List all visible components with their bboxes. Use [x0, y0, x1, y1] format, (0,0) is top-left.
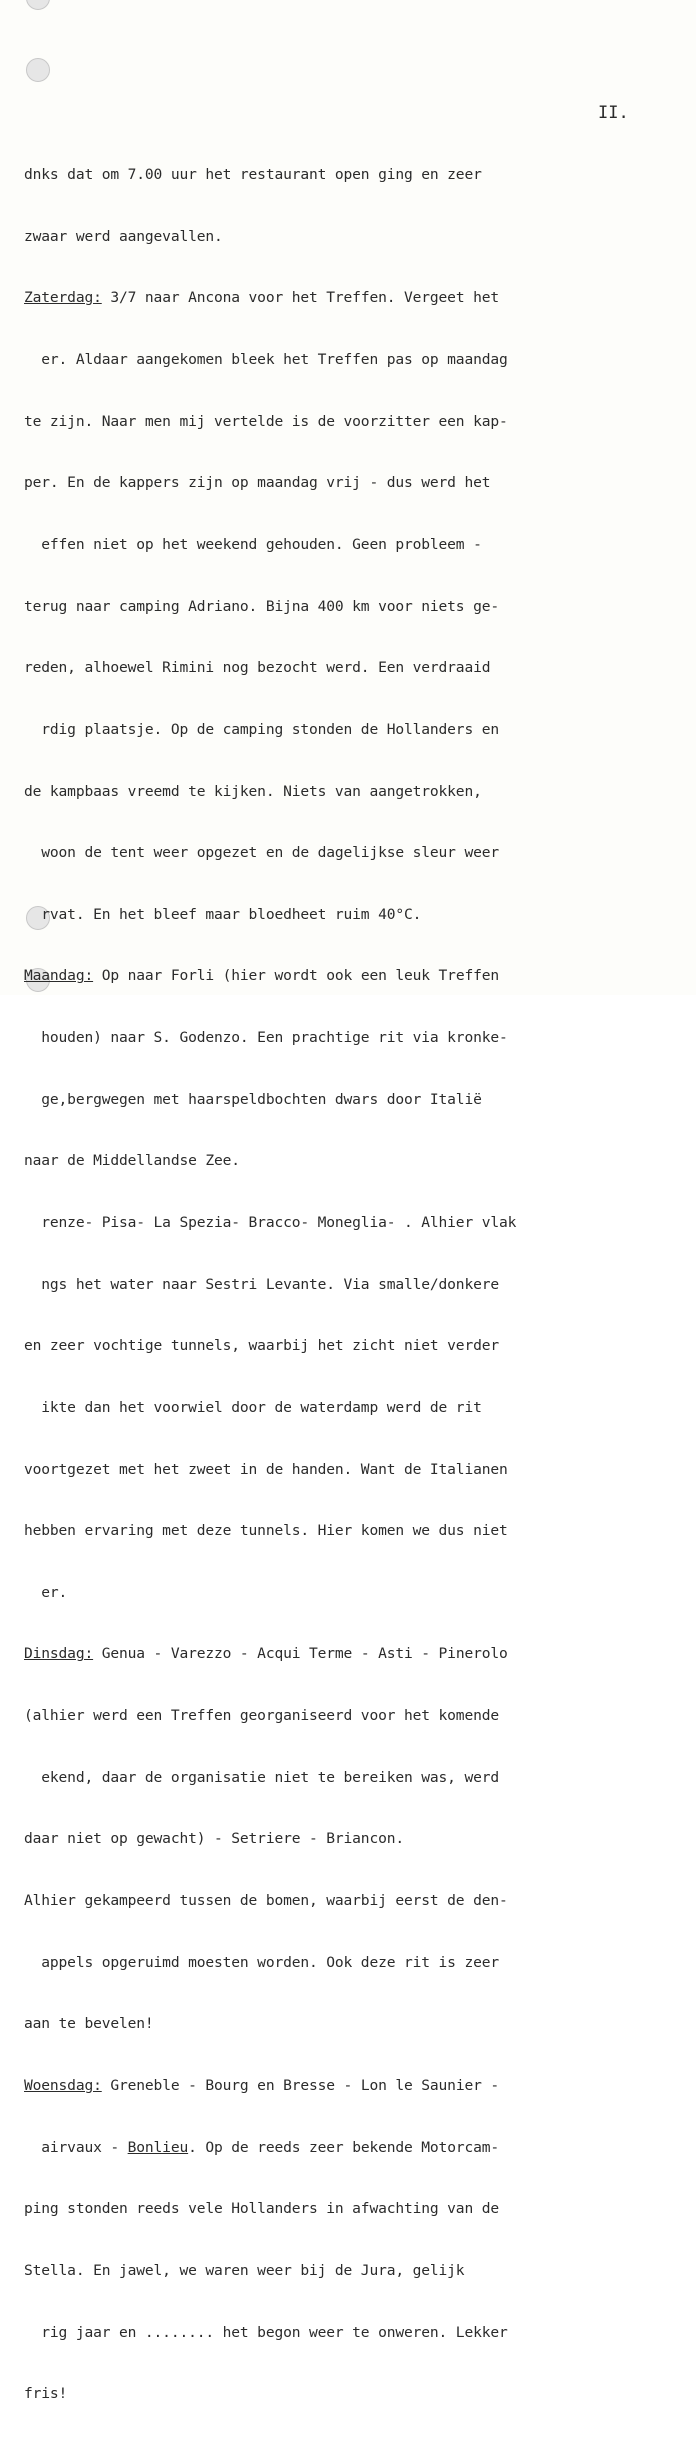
text-line: (alhier werd een Treffen georganiseerd voor het komende [24, 1707, 499, 1725]
text-line: er. Aldaar aangekomen bleek het Treffen pas op maandag [24, 351, 508, 369]
text-line: renze- Pisa- La Spezia- Bracco- Moneglia- . Alhier vlak [24, 1213, 517, 1231]
text-line: aan te bevelen! [24, 2015, 154, 2033]
text-line: dnks dat om 7.00 uur het restaurant open ging en zeer [24, 166, 482, 184]
text-line: rig jaar en ........ het begon weer te onweren. Lekker [24, 2323, 508, 2341]
text-line: fris! [24, 2385, 68, 2403]
text-line: daar niet op gewacht) - Setriere - Briancon. [24, 1830, 404, 1848]
text-line: rvat. En het bleef maar bloedheet ruim 40°C. [24, 905, 422, 923]
text-line: reden, alhoewel Rimini nog bezocht werd. Een verdraaid [24, 659, 491, 677]
text-line: Zaterdag: 3/7 naar Ancona voor het Treffen. Vergeet het [24, 289, 499, 307]
text-line: ping stonden reeds vele Hollanders in afwachting van de [24, 2200, 499, 2218]
text-line: Maandag: Op naar Forli (hier wordt ook een leuk Treffen [24, 967, 499, 985]
text-line: Alhier gekampeerd tussen de bomen, waarbij eerst de den- [24, 1892, 508, 1910]
text-line: rdig plaatsje. Op de camping stonden de Hollanders en [24, 720, 499, 738]
text-line: naar de Middellandse Zee. [24, 1152, 240, 1170]
text-line: er. [24, 1583, 68, 1601]
text-line: ngs het water naar Sestri Levante. Via smalle/donkere [24, 1275, 499, 1293]
text-line: appels opgeruimd moesten worden. Ook deze rit is zeer [24, 1953, 499, 1971]
text-line: ikte dan het voorwiel door de waterdamp werd de rit [24, 1398, 482, 1416]
text-line: de kampbaas vreemd te kijken. Niets van aangetrokken, [24, 782, 482, 800]
punch-hole-top [26, 0, 50, 10]
text-line: houden) naar S. Godenzo. Een prachtige rit via kronke- [24, 1029, 508, 1047]
text-line: hebben ervaring met deze tunnels. Hier komen we dus niet [24, 1522, 508, 1540]
page-number: II. [598, 103, 629, 123]
text-line: Woensdag: Greneble - Bourg en Bresse - Lon le Saunier - [24, 2076, 499, 2094]
text-line: ge,bergwegen met haarspeldbochten dwars door Italië [24, 1090, 482, 1108]
text-line: airvaux - Bonlieu. Op de reeds zeer bekende Motorcam- [24, 2138, 500, 2156]
text-line: woon de tent weer opgezet en de dagelijkse sleur weer [24, 844, 499, 862]
text-line: effen niet op het weekend gehouden. Geen probleem - [24, 535, 482, 553]
text-line: ekend, daar de organisatie niet te bereiken was, werd [24, 1768, 499, 1786]
body-text [24, 124, 684, 2446]
punch-hole-1 [26, 58, 50, 82]
text-line: zwaar werd aangevallen. [24, 227, 223, 245]
text-line: terug naar camping Adriano. Bijna 400 km voor niets ge- [24, 597, 499, 615]
text-line: Stella. En jawel, we waren weer bij de Jura, gelijk [24, 2261, 465, 2279]
text-line: voortgezet met het zweet in de handen. Want de Italianen [24, 1460, 508, 1478]
text-line: per. En de kappers zijn op maandag vrij - dus werd het [24, 474, 491, 492]
text-line: te zijn. Naar men mij vertelde is de voorzitter een kap- [24, 412, 508, 430]
text-line: Dinsdag: Genua - Varezzo - Acqui Terme - Asti - Pinerolo [24, 1645, 508, 1663]
text-line: en zeer vochtige tunnels, waarbij het zicht niet verder [24, 1337, 499, 1355]
